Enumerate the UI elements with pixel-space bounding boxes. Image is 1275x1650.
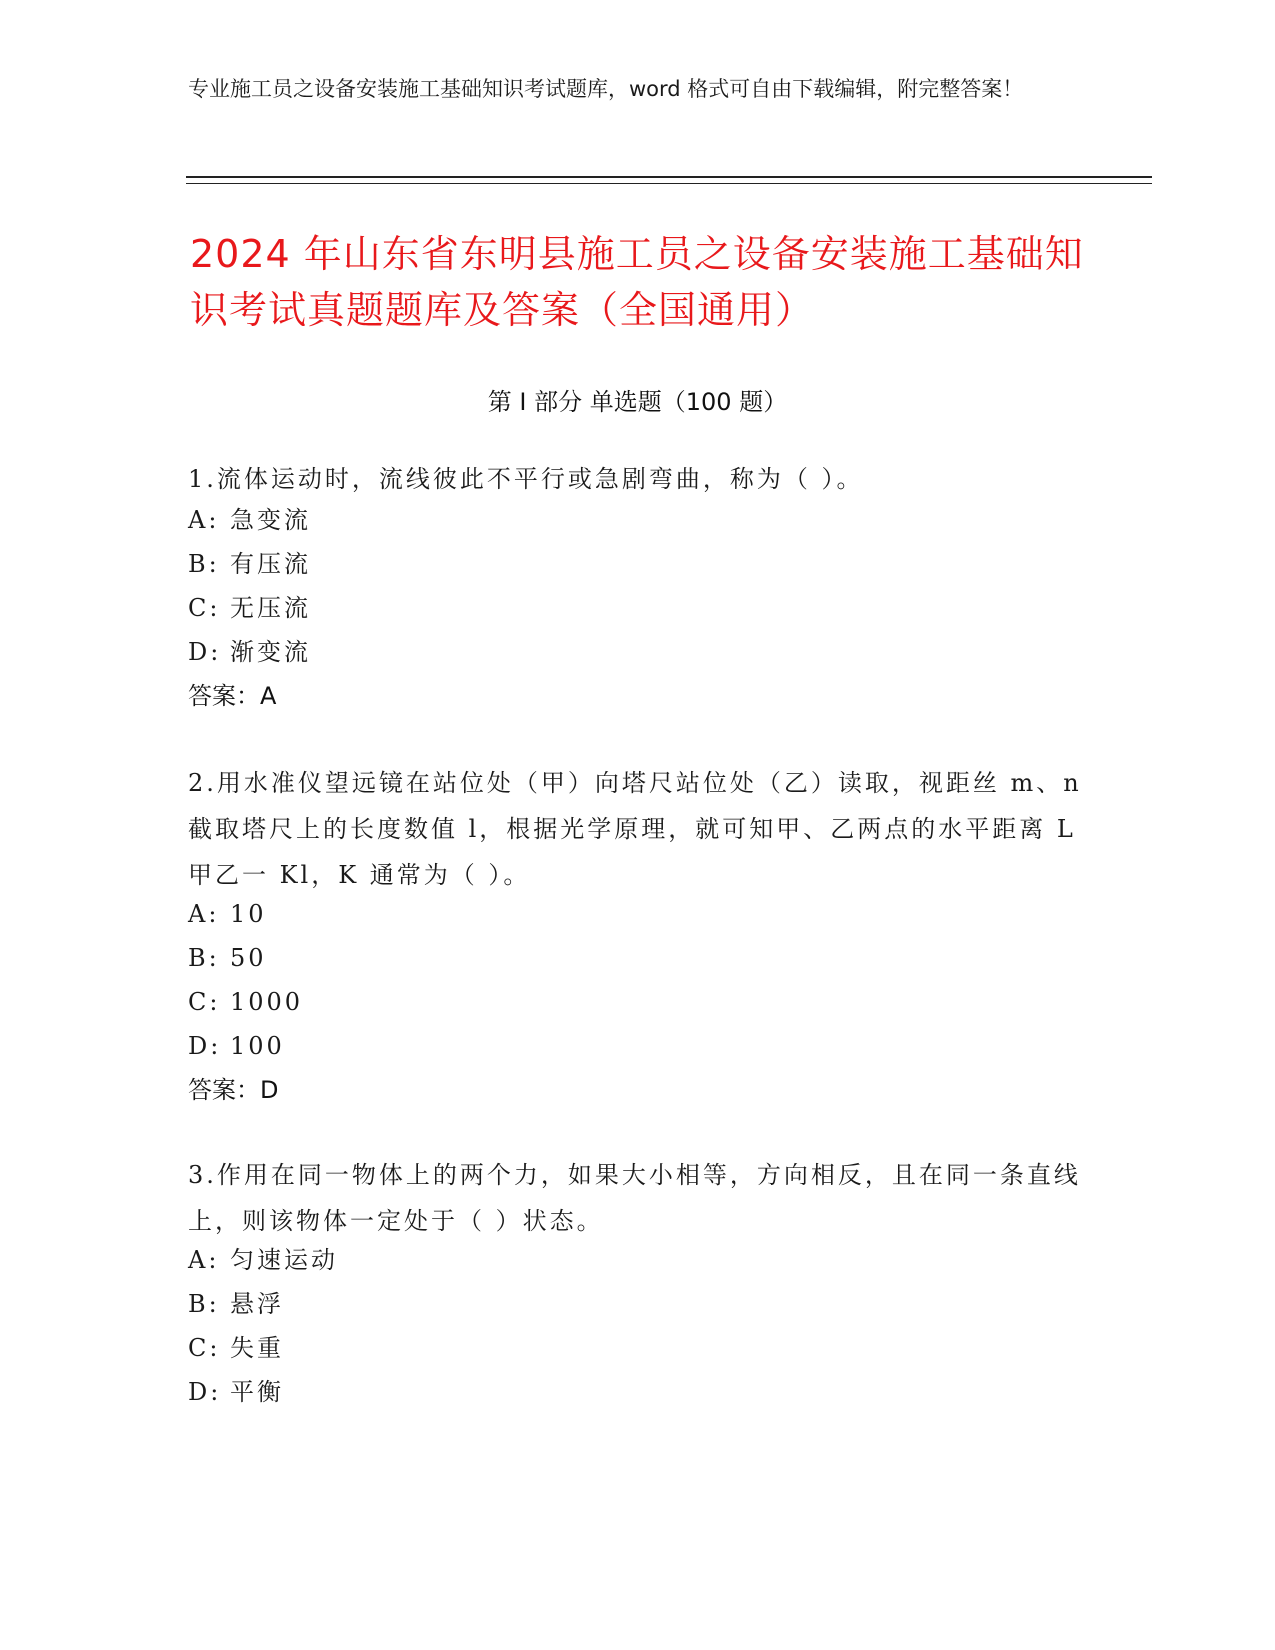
option-letter: D: (188, 638, 222, 666)
question-2-option-b (188, 942, 1088, 974)
document-title: 2024 年山东省东明县施工员之设备安装施工基础知识考试真题题库及答案（全国通用） (190, 232, 1084, 332)
option-letter: B: (188, 1290, 220, 1318)
question-1-option-d (188, 636, 1088, 668)
option-text: 无压流 (230, 594, 311, 622)
question-1-stem: 1.流体运动时，流线彼此不平行或急剧弯曲，称为（ ）。 (188, 465, 864, 493)
header-divider-thick (186, 176, 1152, 178)
question-3-option-b (188, 1288, 1088, 1320)
question-2-option-c (188, 986, 1088, 1018)
question-2-option-a (188, 898, 1088, 930)
option-text: 匀速运动 (230, 1246, 338, 1274)
option-text: 10 (230, 900, 267, 928)
question-2-stem: 2.用水准仪望远镜在站位处（甲）向塔尺站位处（乙）读取，视距丝 m、n 截取塔尺上的长度数值 l，根据光学原理，就可知甲、乙两点的水平距离 L 甲乙一 Kl，K 通常为（ ）。 (188, 769, 1082, 889)
question-2-option-d (188, 1030, 1088, 1062)
option-letter: A: (188, 506, 220, 534)
option-text: 100 (230, 1032, 285, 1060)
question-1-option-a (188, 504, 1088, 536)
option-text: 平衡 (230, 1378, 284, 1406)
option-letter: B: (188, 944, 220, 972)
option-text: 1000 (230, 988, 304, 1016)
option-text: 50 (230, 944, 267, 972)
question-1-answer: 答案：A (188, 682, 277, 710)
option-text: 有压流 (230, 550, 311, 578)
option-letter: D: (188, 1032, 222, 1060)
option-letter: D: (188, 1378, 222, 1406)
question-1-option-c (188, 592, 1088, 624)
option-letter: C: (188, 1334, 221, 1362)
question-3-option-c (188, 1332, 1088, 1364)
option-text: 悬浮 (230, 1290, 284, 1318)
question-3-stem: 3.作用在同一物体上的两个力，如果大小相等，方向相反，且在同一条直线上，则该物体一定处于（ ）状态。 (188, 1161, 1081, 1235)
header-divider-thin (186, 183, 1152, 184)
question-3-option-a (188, 1244, 1088, 1276)
option-letter: C: (188, 594, 221, 622)
option-letter: A: (188, 900, 220, 928)
question-3-option-d (188, 1376, 1088, 1408)
option-letter: B: (188, 550, 220, 578)
option-letter: A: (188, 1246, 220, 1274)
option-letter: C: (188, 988, 221, 1016)
option-text: 急变流 (230, 506, 311, 534)
header-note: 专业施工员之设备安装施工基础知识考试题库，word 格式可自由下载编辑，附完整答案！ (188, 77, 1024, 101)
question-2-answer: 答案：D (188, 1076, 279, 1104)
option-text: 渐变流 (230, 638, 311, 666)
option-text: 失重 (230, 1334, 284, 1362)
question-1-option-b (188, 548, 1088, 580)
section-title: 第 I 部分 单选题（100 题） (487, 388, 788, 416)
